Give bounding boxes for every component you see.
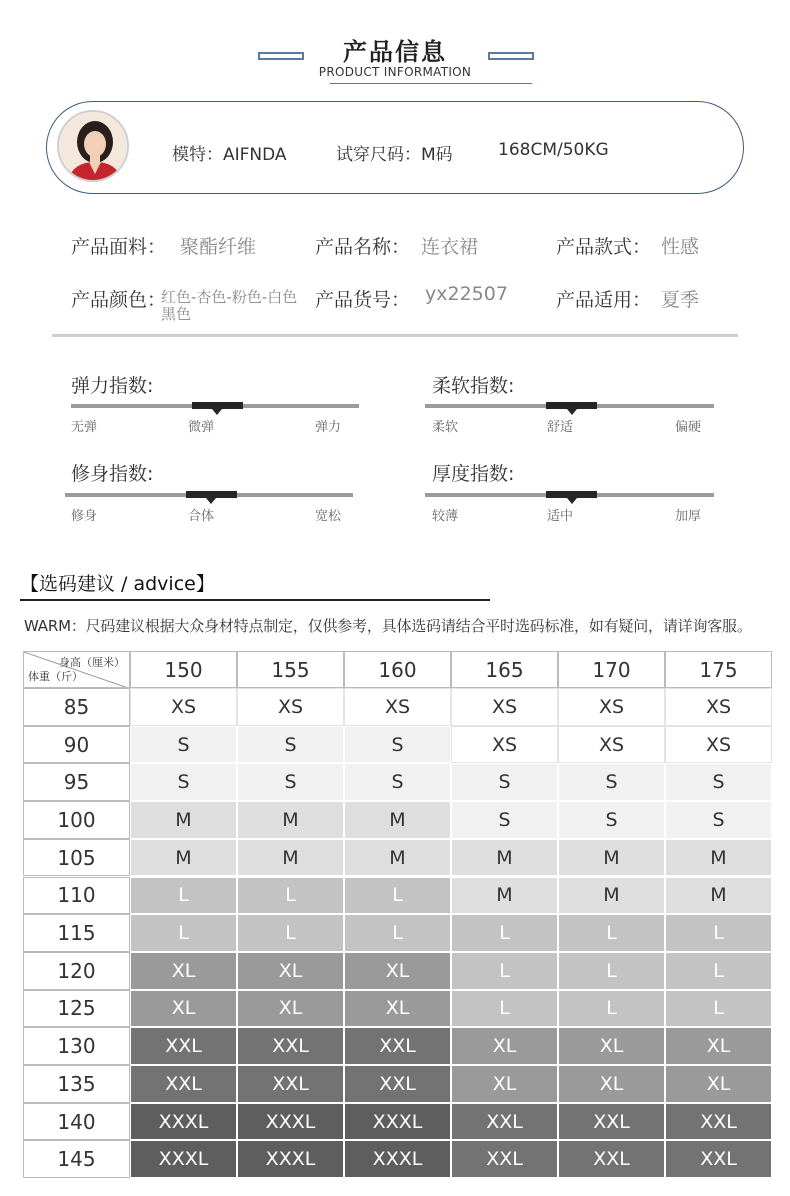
size-cell: XS [130,688,237,726]
size-cell: M [451,839,558,877]
size-cell: L [130,914,237,952]
index-marker-arrow-icon [567,409,577,415]
index-marker [546,402,597,409]
index-scale-label: 较薄 [432,509,459,524]
header-underline [330,83,532,84]
size-cell: S [558,801,665,839]
size-cell: XL [665,1065,772,1103]
size-cell: S [130,763,237,801]
height-column-header: 175 [665,651,772,688]
model-size: 试穿尺码：M码 [336,145,453,165]
weight-row-header: 90 [23,726,130,764]
size-cell: L [451,990,558,1028]
size-cell: XL [451,1027,558,1065]
weight-row-header: 140 [23,1103,130,1141]
size-cell: XL [665,1027,772,1065]
size-cell: L [451,952,558,990]
size-cell: XS [451,726,558,764]
advice-warm-text: WARM：尺码建议根据大众身材特点制定，仅供参考，具体选码请结合平时选码标准，如有疑问，请详询客服。 [24,617,752,635]
size-cell: S [344,763,451,801]
index-title: 柔软指数: [432,375,515,397]
size-cell: M [130,801,237,839]
index-scale-label: 无弹 [71,420,98,435]
weight-row-header: 110 [23,877,130,915]
size-cell: S [237,726,344,764]
index-marker [186,491,237,498]
size-cell: XXL [665,1103,772,1141]
size-cell: M [558,877,665,915]
weight-row-header: 95 [23,763,130,801]
advice-title: 【选码建议 / advice】 [20,573,215,595]
weight-row-header: 135 [23,1065,130,1103]
index-scale-label: 柔软 [432,420,459,435]
size-cell: XS [344,688,451,726]
size-cell: XXL [451,1103,558,1141]
index-marker [192,402,243,409]
index-marker-arrow-icon [212,409,222,415]
index-marker [546,491,597,498]
size-cell: XL [451,1065,558,1103]
height-column-header: 170 [558,651,665,688]
size-cell: M [558,839,665,877]
size-cell: XXXL [237,1103,344,1141]
size-cell: XXL [558,1140,665,1178]
size-cell: XS [558,726,665,764]
height-header: 身高（厘米） [59,656,125,669]
size-cell: XXL [130,1027,237,1065]
size-cell: L [344,877,451,915]
index-title: 修身指数: [71,463,154,485]
weight-row-header: 115 [23,914,130,952]
size-cell: XXL [344,1027,451,1065]
index-marker-arrow-icon [206,498,216,504]
size-cell: XXL [237,1027,344,1065]
size-cell: M [130,839,237,877]
fabric-label: 产品面料： [71,236,167,258]
model-avatar [57,110,129,182]
index-marker-arrow-icon [567,498,577,504]
size-table [23,651,771,1178]
size-cell: M [665,839,772,877]
size-cell: XL [344,952,451,990]
index-title: 弹力指数: [71,375,154,397]
size-cell: M [237,839,344,877]
size-cell: L [665,914,772,952]
height-column-header: 160 [344,651,451,688]
size-cell: XL [558,1065,665,1103]
season-label: 产品适用： [556,289,652,311]
sku-value: yx22507 [425,283,508,305]
index-title: 厚度指数: [432,463,515,485]
size-cell: L [130,877,237,915]
size-cell: XXXL [130,1140,237,1178]
weight-row-header: 125 [23,990,130,1028]
size-cell: XXL [344,1065,451,1103]
model-measurements: 168CM/50KG [498,140,609,160]
size-cell: S [130,726,237,764]
size-cell: XL [344,990,451,1028]
size-cell: XS [665,688,772,726]
page-title: 产品信息 [343,38,447,66]
size-cell: S [665,763,772,801]
size-cell: S [237,763,344,801]
size-cell: S [344,726,451,764]
size-cell: XXL [451,1140,558,1178]
size-cell: M [665,877,772,915]
weight-row-header: 130 [23,1027,130,1065]
size-cell: L [665,952,772,990]
weight-row-header: 145 [23,1140,130,1178]
weight-row-header: 120 [23,952,130,990]
name-label: 产品名称： [315,236,411,258]
size-cell: M [237,801,344,839]
sku-label: 产品货号： [315,289,411,311]
size-cell: XL [237,952,344,990]
table-corner-header [23,651,130,688]
name-value: 连衣裙 [421,236,479,258]
height-column-header: 150 [130,651,237,688]
size-cell: L [344,914,451,952]
size-cell: XL [558,1027,665,1065]
color-value: 红色-杏色-粉色-白色黑色 [161,288,298,323]
index-scale-label: 宽松 [315,509,342,524]
page-subtitle: PRODUCT INFORMATION [318,65,472,79]
size-cell: XL [130,990,237,1028]
size-cell: M [344,801,451,839]
size-cell: XS [451,688,558,726]
weight-row-header: 100 [23,801,130,839]
height-column-header: 165 [451,651,558,688]
size-cell: L [237,914,344,952]
size-cell: L [665,990,772,1028]
size-cell: XXXL [237,1140,344,1178]
size-cell: XS [665,726,772,764]
weight-row-header: 85 [23,688,130,726]
size-cell: XXL [130,1065,237,1103]
index-scale-label: 微弹 [188,420,215,435]
size-cell: XXL [237,1065,344,1103]
size-cell: XL [237,990,344,1028]
size-cell: XXL [558,1103,665,1141]
section-divider [52,334,738,337]
size-cell: XS [237,688,344,726]
height-column-header: 155 [237,651,344,688]
advice-underline [20,599,490,601]
size-cell: L [558,914,665,952]
size-cell: L [558,952,665,990]
size-cell: S [451,801,558,839]
size-cell: XXXL [344,1140,451,1178]
index-scale-label: 修身 [71,509,98,524]
style-label: 产品款式： [556,236,652,258]
index-scale-label: 偏硬 [675,420,702,435]
size-cell: S [665,801,772,839]
weight-row-header: 105 [23,839,130,877]
size-cell: XS [558,688,665,726]
size-cell: S [558,763,665,801]
size-cell: XXXL [130,1103,237,1141]
index-scale-label: 加厚 [675,509,702,524]
size-cell: XXXL [344,1103,451,1141]
size-cell: L [558,990,665,1028]
style-value: 性感 [661,236,700,258]
index-scale-label: 适中 [547,509,574,524]
size-cell: S [451,763,558,801]
index-scale-label: 弹力 [315,420,342,435]
size-cell: L [451,914,558,952]
size-cell: XL [130,952,237,990]
weight-header: 体重（斤） [28,670,83,683]
fabric-value: 聚酯纤维 [180,236,257,258]
color-label: 产品颜色： [71,289,167,311]
size-cell: M [344,839,451,877]
index-scale-label: 舒适 [547,420,574,435]
season-value: 夏季 [661,289,700,311]
index-scale-label: 合体 [188,509,215,524]
size-cell: XXL [665,1140,772,1178]
size-cell: M [451,877,558,915]
size-cell: L [237,877,344,915]
model-name: 模特：AIFNDA [172,145,287,165]
